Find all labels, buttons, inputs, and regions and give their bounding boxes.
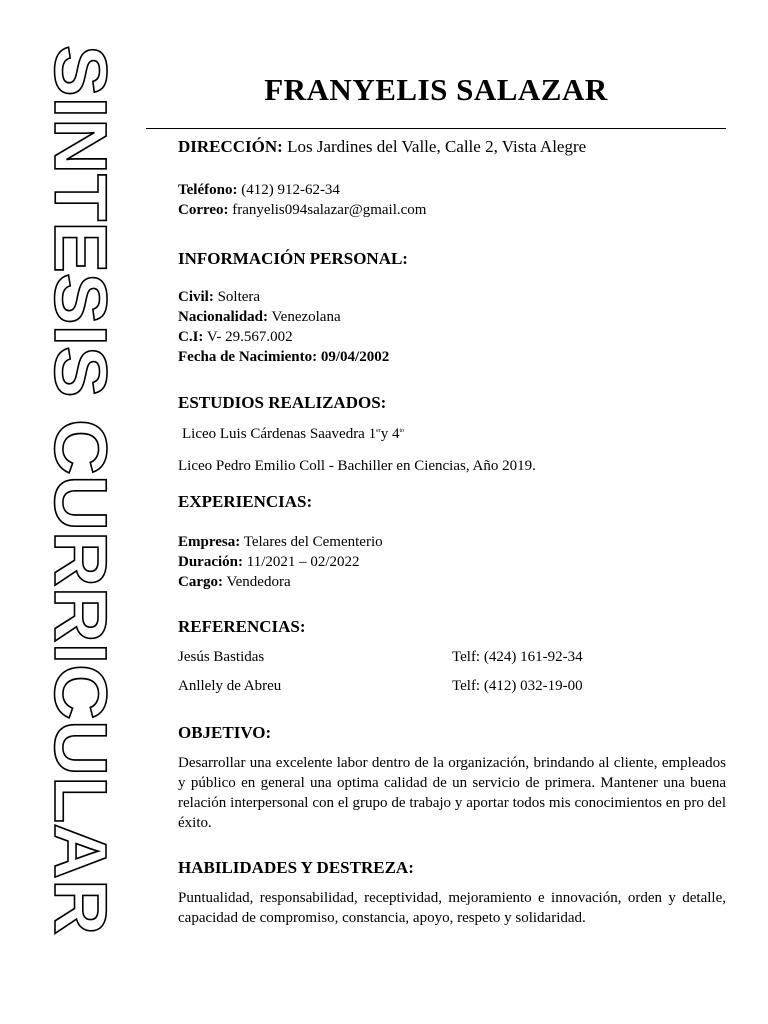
- personal-section: [178, 248, 726, 367]
- reference-row: [178, 647, 726, 667]
- phone-label: Teléfono:: [178, 182, 238, 198]
- civil-value: Soltera: [217, 289, 261, 305]
- references-heading: REFERENCIAS:: [178, 617, 306, 636]
- role-label: Cargo:: [178, 574, 223, 590]
- skills-text: Puntualidad, responsabilidad, receptividad, mejoramiento e innovación, orden y detalle, capacidad de compromiso, constancia, apoyo, respeto y solidaridad.: [178, 890, 726, 926]
- side-title-text: SINTESIS CURRICULAR: [39, 45, 122, 897]
- objective-heading: OBJETIVO:: [178, 723, 272, 742]
- reference-row: [178, 676, 726, 696]
- phone-value: (412) 912-62-34: [241, 182, 340, 198]
- address-label: DIRECCIÓN:: [178, 137, 283, 156]
- nationality-value: Venezolana: [271, 309, 341, 325]
- skills-heading: HABILIDADES Y DESTREZA:: [178, 858, 414, 877]
- experience-heading: EXPERIENCIAS:: [178, 492, 313, 511]
- address-line: [178, 136, 726, 158]
- header-divider: [146, 128, 726, 129]
- skills-section: [178, 857, 726, 928]
- references-section: [178, 616, 726, 696]
- study-item-2: Liceo Pedro Emilio Coll - Bachiller en Ciencias, Año 2019.: [178, 458, 536, 474]
- birth-value: 09/04/2002: [320, 349, 390, 365]
- study-sup-1: er: [376, 428, 381, 434]
- objective-text: Desarrollar una excelente labor dentro de la organización, brindando al cliente, empleados y público en general una optima calidad de un servicio de primera. Mantener una buena relación interpersonal con el grupo de trabajo y aportar todos mis conocimientos en pro del éxito.: [178, 755, 726, 831]
- email-value: franyelis094salazar@gmail.com: [232, 202, 427, 218]
- address-value: Los Jardines del Valle, Calle 2, Vista Alegre: [287, 137, 587, 156]
- reference-name: Anllely de Abreu: [178, 678, 282, 694]
- ci-label: C.I:: [178, 329, 204, 345]
- company-label: Empresa:: [178, 534, 241, 550]
- study-conj: y 4: [380, 426, 400, 442]
- reference-phone: Telf: (424) 161-92-34: [452, 649, 583, 665]
- studies-heading: ESTUDIOS REALIZADOS:: [178, 393, 387, 412]
- birth-label: Fecha de Nacimiento:: [178, 349, 318, 365]
- study-sup-2: to: [399, 428, 405, 434]
- duration-value: 11/2021 – 02/2022: [246, 554, 360, 570]
- email-label: Correo:: [178, 202, 229, 218]
- candidate-name: FRANYELIS SALAZAR: [264, 72, 608, 107]
- reference-phone: Telf: (412) 032-19-00: [452, 678, 583, 694]
- company-value: Telares del Cementerio: [243, 534, 383, 550]
- ci-value: V- 29.567.002: [206, 329, 293, 345]
- side-title: [39, 40, 122, 940]
- reference-name: Jesús Bastidas: [178, 649, 265, 665]
- experience-section: [178, 491, 726, 592]
- study-school-1: Liceo Luis Cárdenas Saavedra 1: [182, 426, 377, 442]
- role-value: Vendedora: [226, 574, 291, 590]
- contact-block: [178, 180, 726, 220]
- studies-section: [178, 392, 726, 476]
- nationality-label: Nacionalidad:: [178, 309, 269, 325]
- personal-heading: INFORMACIÓN PERSONAL:: [178, 249, 408, 268]
- objective-section: [178, 722, 726, 833]
- civil-label: Civil:: [178, 289, 214, 305]
- study-item-1: [178, 424, 726, 444]
- duration-label: Duración:: [178, 554, 243, 570]
